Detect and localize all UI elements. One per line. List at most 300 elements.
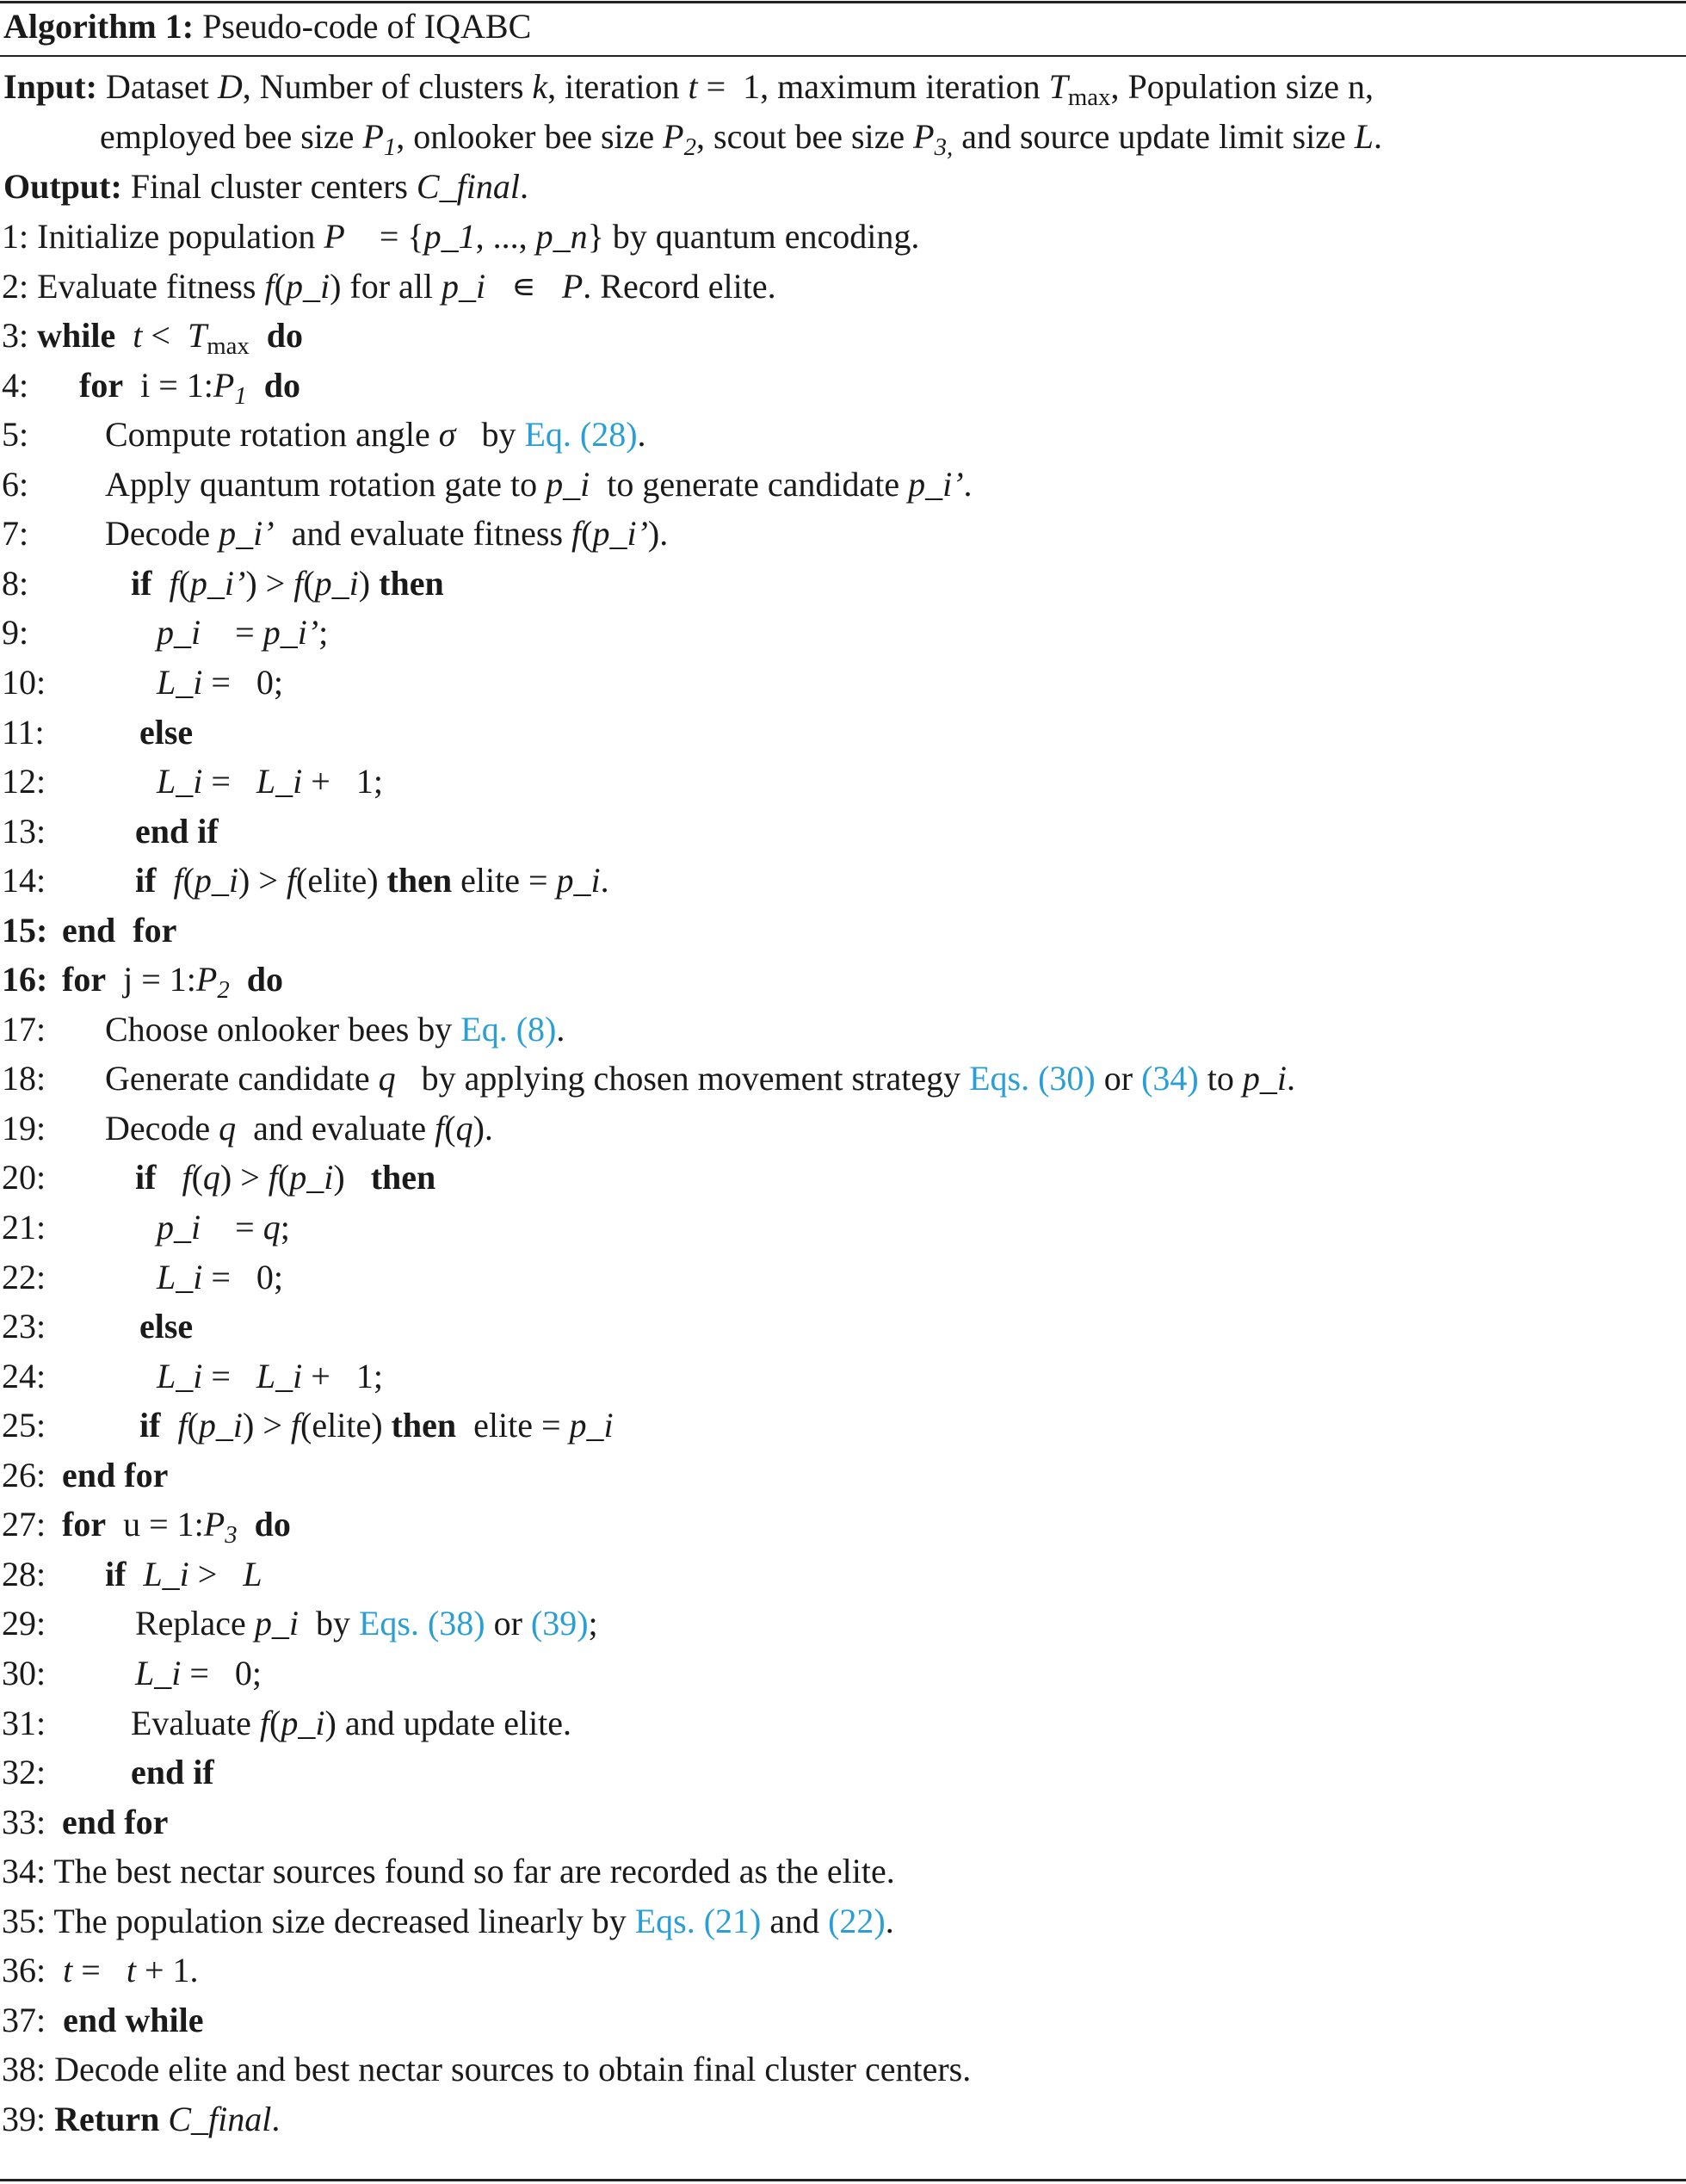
text-segment: Decode: [105, 1108, 219, 1148]
text-segment: ) >: [219, 1158, 269, 1197]
text-segment: Initialize population: [28, 217, 324, 256]
text-segment: (: [187, 1406, 199, 1445]
text-segment: if: [135, 861, 157, 900]
step-line: [2, 560, 444, 608]
text-segment: [250, 316, 267, 355]
text-segment: ).: [472, 1108, 493, 1148]
text-segment: T: [187, 316, 207, 356]
step-line: [2, 906, 176, 955]
step-line: [2, 807, 219, 856]
step-number: 29:: [2, 1604, 46, 1643]
text-segment: f: [177, 1406, 188, 1445]
step-number: 8:: [2, 563, 29, 603]
algorithm-name: Pseudo-code of IQABC: [202, 7, 532, 46]
equation-link[interactable]: (34): [1141, 1059, 1199, 1098]
step-number: 18:: [2, 1059, 46, 1098]
text-segment: p_i: [314, 563, 359, 603]
text-segment: P: [213, 365, 235, 405]
algorithm-title: [3, 2, 531, 52]
step-number: 21:: [2, 1208, 46, 1247]
text-segment: .: [271, 2099, 281, 2138]
step-text: [135, 1654, 262, 1692]
text-segment: f: [182, 1158, 192, 1197]
text-segment: = 0;: [202, 1257, 284, 1296]
text-segment: if: [139, 1406, 161, 1445]
step-line: [2, 362, 300, 410]
text-segment: q: [378, 1059, 396, 1098]
algorithm-label: Algorithm 1:: [3, 7, 195, 46]
text-segment: then: [391, 1406, 457, 1445]
text-segment: [238, 1505, 255, 1544]
step-line: [2, 758, 383, 806]
text-segment: then: [370, 1158, 436, 1197]
step-line: [2, 659, 283, 707]
step-line: [2, 1104, 493, 1153]
text-segment: P: [561, 266, 584, 306]
step-line: [2, 1798, 168, 1847]
step-number: 25:: [2, 1406, 46, 1445]
step-number: 4:: [2, 365, 29, 405]
text-segment: q: [455, 1108, 473, 1148]
text-segment: Apply quantum rotation gate to: [105, 464, 547, 504]
text-segment: by: [455, 415, 525, 455]
text-segment: ): [333, 1158, 371, 1197]
text-segment: <: [142, 316, 188, 356]
text-segment: [247, 366, 264, 405]
equation-link[interactable]: Eq. (28): [524, 415, 638, 455]
step-number: 31:: [2, 1703, 46, 1742]
text-segment: [115, 316, 133, 355]
text-segment: P: [362, 117, 384, 156]
text-segment: end if: [131, 1753, 214, 1792]
text-segment: by applying chosen movement strategy: [395, 1059, 970, 1098]
text-segment: p_1: [423, 217, 476, 256]
text-segment: and evaluate fitness: [274, 514, 572, 554]
equation-link[interactable]: Eqs. (38): [358, 1604, 485, 1643]
step-line: [2, 312, 303, 360]
text-segment: .: [519, 167, 528, 206]
step-line: [2, 609, 328, 657]
text-segment: (: [178, 563, 190, 603]
text-segment: L: [243, 1554, 262, 1593]
step-number: 10:: [2, 662, 46, 702]
step-line: [2, 1649, 262, 1698]
text-segment: (: [274, 266, 286, 306]
text-segment: f: [571, 514, 582, 554]
text-segment: p_i: [546, 464, 590, 504]
text-segment: + 1.: [135, 1951, 199, 1990]
text-segment: (elite): [300, 1406, 392, 1445]
step-line: [2, 1401, 614, 1450]
text-segment: (elite): [296, 861, 387, 900]
step-text: [157, 663, 283, 702]
header-rule: [0, 55, 1686, 57]
text-segment: =: [202, 1356, 256, 1395]
text-segment: ;: [588, 1604, 598, 1643]
text-segment: Evaluate: [131, 1703, 260, 1742]
step-line: [2, 411, 646, 459]
text-segment: u = 1:: [106, 1505, 204, 1544]
text-segment: 2: [217, 976, 230, 1005]
step-text: [46, 2050, 971, 2088]
step-text: [46, 2001, 203, 2039]
step-number: 26:: [2, 1455, 46, 1494]
step-line: [2, 1599, 598, 1648]
step-number: 3:: [2, 316, 29, 356]
step-text: [135, 861, 609, 900]
text-segment: if: [135, 1158, 157, 1197]
text-segment: Decode: [105, 514, 219, 554]
text-segment: = {: [344, 217, 424, 256]
step-number: 20:: [2, 1158, 46, 1197]
text-segment: q: [202, 1158, 220, 1197]
step-line: [2, 1451, 168, 1500]
step-line: [2, 1302, 193, 1351]
text-segment: (: [444, 1108, 456, 1148]
step-number: 38:: [2, 2050, 46, 2089]
text-segment: Dataset: [96, 67, 218, 106]
step-line: [2, 1946, 199, 1995]
text-segment: = 0;: [181, 1653, 262, 1692]
step-number: 33:: [2, 1802, 46, 1841]
text-segment: p_i: [442, 266, 486, 306]
text-segment: p_i’: [189, 563, 246, 603]
step-text: [105, 514, 668, 553]
text-segment: P: [913, 117, 935, 156]
text-segment: p_i’: [592, 514, 648, 554]
equation-link[interactable]: Eq. (8): [460, 1009, 557, 1049]
equation-link[interactable]: (22): [828, 1901, 886, 1940]
text-segment: p_i’: [219, 514, 275, 554]
step-number: 1:: [2, 217, 29, 256]
text-segment: L_i: [256, 762, 303, 801]
step-text: [62, 960, 283, 1005]
text-segment: for: [79, 365, 124, 405]
step-text: [131, 564, 444, 603]
step-line: [2, 1500, 291, 1549]
step-number: 22:: [2, 1257, 46, 1296]
step-text: [131, 1704, 571, 1742]
text-segment: Decode elite and best nectar sources to obtain final cluster centers.: [46, 2050, 972, 2089]
step-number: 7:: [2, 514, 29, 554]
text-segment: or: [1095, 1059, 1142, 1098]
equation-link[interactable]: Eqs. (30): [969, 1059, 1096, 1098]
text-segment: then: [379, 563, 444, 603]
text-segment: Choose onlooker bees by: [105, 1009, 461, 1049]
text-segment: max: [207, 332, 250, 361]
text-segment: Evaluate fitness: [28, 266, 265, 306]
text-segment: P: [195, 960, 218, 999]
step-text: [157, 1357, 383, 1395]
text-segment: p_i: [281, 1703, 325, 1742]
step-number: 36:: [2, 1951, 46, 1990]
text-segment: ;: [318, 613, 329, 653]
text-segment: f: [169, 563, 179, 603]
text-segment: [28, 316, 37, 355]
text-segment: f: [173, 861, 183, 900]
text-segment: [156, 861, 173, 900]
step-number: 19:: [2, 1108, 46, 1148]
text-segment: do: [266, 316, 304, 356]
step-number: 24:: [2, 1356, 46, 1395]
text-segment: .: [556, 1009, 565, 1049]
text-segment: (: [191, 1158, 203, 1197]
text-segment: t: [688, 67, 698, 106]
text-segment: 3: [225, 1521, 238, 1550]
text-segment: do: [263, 365, 300, 405]
step-text: [157, 613, 328, 652]
step-text: [105, 1010, 565, 1049]
text-segment: end while: [63, 2000, 204, 2039]
step-line: [2, 1550, 262, 1599]
step-text: [46, 1951, 198, 1989]
text-segment: q: [219, 1108, 237, 1148]
text-segment: p_i: [157, 613, 201, 653]
text-segment: L_i: [256, 1356, 303, 1395]
step-line: [2, 1847, 895, 1896]
text-segment: ) and update elite.: [324, 1703, 572, 1742]
text-segment: .: [1373, 117, 1382, 156]
step-line: [2, 1203, 290, 1252]
text-segment: p_i: [285, 266, 330, 306]
text-segment: f: [293, 563, 304, 603]
step-number: 5:: [2, 415, 29, 455]
text-segment: p_i: [254, 1604, 299, 1643]
text-segment: (: [581, 514, 593, 554]
step-number: 2:: [2, 266, 29, 306]
step-text: [62, 1505, 291, 1550]
text-segment: L_i: [157, 662, 203, 702]
equation-link[interactable]: (39): [530, 1604, 589, 1643]
text-segment: , ...,: [475, 217, 536, 256]
text-segment: + 1;: [302, 1356, 383, 1395]
step-text: [46, 2100, 280, 2138]
text-segment: The best nectar sources found so far are recorded as the elite.: [46, 1852, 895, 1891]
step-number: 35:: [2, 1901, 46, 1940]
input-line-2: [100, 113, 1382, 161]
text-segment: 1: [383, 133, 397, 162]
step-number: 28:: [2, 1554, 46, 1593]
text-segment: p_i: [194, 861, 239, 900]
step-line: [2, 708, 193, 757]
text-segment: ;: [280, 1208, 290, 1247]
text-segment: L_i: [157, 762, 203, 801]
text-segment: if: [105, 1554, 127, 1593]
step-line: [2, 1996, 203, 2045]
text-segment: L: [1354, 117, 1374, 156]
output-label: Output:: [3, 167, 122, 206]
text-segment: then: [386, 861, 453, 900]
text-segment: t: [133, 316, 143, 356]
text-segment: D: [217, 67, 243, 106]
text-segment: Compute rotation angle: [105, 415, 439, 455]
text-segment: p_i: [1242, 1059, 1287, 1098]
text-segment: and: [761, 1901, 829, 1940]
text-segment: else: [139, 712, 194, 752]
step-line: [2, 510, 668, 558]
step-number: 14:: [2, 861, 46, 900]
text-segment: p_i: [556, 861, 601, 900]
text-segment: + 1;: [302, 762, 383, 801]
text-segment: p_i: [569, 1406, 614, 1445]
text-segment: ) for all: [330, 266, 442, 306]
step-text: [62, 911, 176, 950]
text-segment: >: [188, 1554, 244, 1593]
step-text: [79, 365, 300, 410]
text-segment: ).: [647, 514, 669, 554]
text-segment: Generate candidate: [105, 1059, 379, 1098]
step-line: [2, 956, 283, 1004]
step-text: [28, 217, 919, 256]
step-number: 30:: [2, 1653, 46, 1692]
text-segment: ) >: [238, 861, 287, 900]
text-segment: =: [201, 1208, 263, 1247]
text-segment: (: [303, 563, 315, 603]
input-text-2: [100, 117, 1382, 162]
step-number: 17:: [2, 1009, 46, 1049]
text-segment: while: [37, 316, 116, 356]
step-text: [105, 465, 973, 504]
text-segment: Return: [54, 2099, 160, 2138]
step-line: [2, 263, 776, 311]
text-segment: or: [485, 1604, 531, 1643]
step-text: [105, 1109, 493, 1148]
step-number: 15:: [2, 910, 48, 950]
step-text: [105, 1059, 1295, 1098]
text-segment: for: [62, 1505, 107, 1544]
text-segment: elite =: [456, 1406, 570, 1445]
text-segment: ) >: [243, 1406, 291, 1445]
step-number: 12:: [2, 762, 46, 801]
step-line: [2, 2095, 280, 2144]
text-segment: [46, 1951, 63, 1989]
equation-link[interactable]: Eqs. (21): [634, 1901, 762, 1940]
text-segment: =: [72, 1951, 127, 1990]
text-segment: to: [1198, 1059, 1243, 1098]
text-segment: (: [269, 1703, 281, 1742]
step-text: [139, 713, 193, 752]
text-segment: p_i: [289, 1158, 334, 1197]
text-segment: , onlooker bee size: [396, 117, 664, 156]
bottom-rule: [0, 2179, 1686, 2181]
text-segment: =: [202, 762, 256, 801]
text-segment: f: [286, 861, 297, 900]
text-segment: Final cluster centers: [121, 167, 417, 206]
text-segment: Replace: [135, 1604, 255, 1643]
step-text: [157, 1208, 290, 1247]
text-segment: .: [963, 464, 973, 504]
text-segment: , Population size n,: [1110, 67, 1374, 106]
text-segment: for: [62, 960, 107, 999]
text-segment: L_i: [157, 1356, 203, 1395]
step-text: [62, 1803, 168, 1841]
text-segment: L_i: [143, 1554, 189, 1593]
step-line: [2, 857, 609, 905]
text-segment: p_i: [157, 1208, 201, 1247]
step-text: [139, 1307, 193, 1346]
text-segment: f: [268, 1158, 278, 1197]
output-text: [122, 167, 528, 206]
text-segment: q: [262, 1208, 281, 1247]
text-segment: t: [63, 1951, 73, 1990]
text-segment: , iteration: [547, 67, 689, 106]
step-text: [135, 812, 219, 851]
step-number: 27:: [2, 1505, 46, 1544]
output-line: [3, 163, 528, 211]
step-text: [135, 1604, 598, 1643]
step-text: [105, 415, 646, 454]
step-number: 37:: [2, 2000, 46, 2039]
text-segment: p_i’: [908, 464, 964, 504]
step-text: [135, 1158, 435, 1197]
text-segment: ): [358, 563, 380, 603]
text-segment: f: [435, 1108, 445, 1148]
step-number: 39:: [2, 2099, 46, 2138]
step-number: 23:: [2, 1307, 46, 1346]
text-segment: max: [1067, 84, 1111, 112]
text-segment: do: [246, 960, 283, 999]
step-line: [2, 1699, 571, 1748]
text-segment: do: [254, 1505, 291, 1544]
input-text-1: [96, 67, 1374, 112]
text-segment: if: [131, 563, 152, 603]
step-line: [2, 1253, 283, 1302]
text-segment: end for: [62, 1802, 169, 1841]
step-text: [157, 762, 383, 801]
step-line: [2, 1154, 435, 1202]
text-segment: = 1, maximum iteration: [697, 67, 1049, 106]
text-segment: P: [203, 1505, 225, 1544]
text-segment: p_n: [535, 217, 588, 256]
text-segment: The population size decreased linearly by: [46, 1901, 635, 1940]
text-segment: j = 1:: [106, 960, 196, 999]
text-segment: employed bee size: [100, 117, 363, 156]
step-text: [157, 1258, 283, 1296]
step-line: [2, 2045, 971, 2094]
text-segment: ∊: [485, 266, 562, 306]
text-segment: L_i: [157, 1257, 203, 1296]
text-segment: .: [1286, 1059, 1295, 1098]
step-number: 32:: [2, 1753, 46, 1792]
step-number: 16:: [2, 960, 48, 999]
text-segment: L_i: [135, 1653, 182, 1692]
text-segment: end for: [62, 910, 177, 950]
step-number: 9:: [2, 613, 29, 653]
step-number: 34:: [2, 1852, 46, 1891]
text-segment: i = 1:: [123, 365, 213, 405]
step-number: 6:: [2, 464, 29, 504]
text-segment: t: [126, 1951, 136, 1990]
text-segment: by: [298, 1604, 359, 1643]
step-line: [2, 1005, 565, 1054]
step-text: [139, 1406, 614, 1445]
step-text: [62, 1456, 168, 1494]
text-segment: end for: [62, 1455, 169, 1494]
text-segment: σ: [438, 415, 456, 455]
text-segment: f: [259, 1703, 270, 1742]
text-segment: else: [139, 1307, 194, 1346]
text-segment: } by quantum encoding.: [587, 217, 920, 256]
text-segment: to generate candidate: [590, 464, 909, 504]
step-text: [28, 316, 304, 361]
text-segment: = 0;: [202, 662, 284, 702]
step-text: [105, 1555, 262, 1593]
step-text: [131, 1753, 214, 1791]
text-segment: , Number of clusters: [242, 67, 533, 106]
text-segment: (: [182, 861, 195, 900]
step-line: [2, 461, 973, 509]
text-segment: 1: [234, 381, 247, 410]
